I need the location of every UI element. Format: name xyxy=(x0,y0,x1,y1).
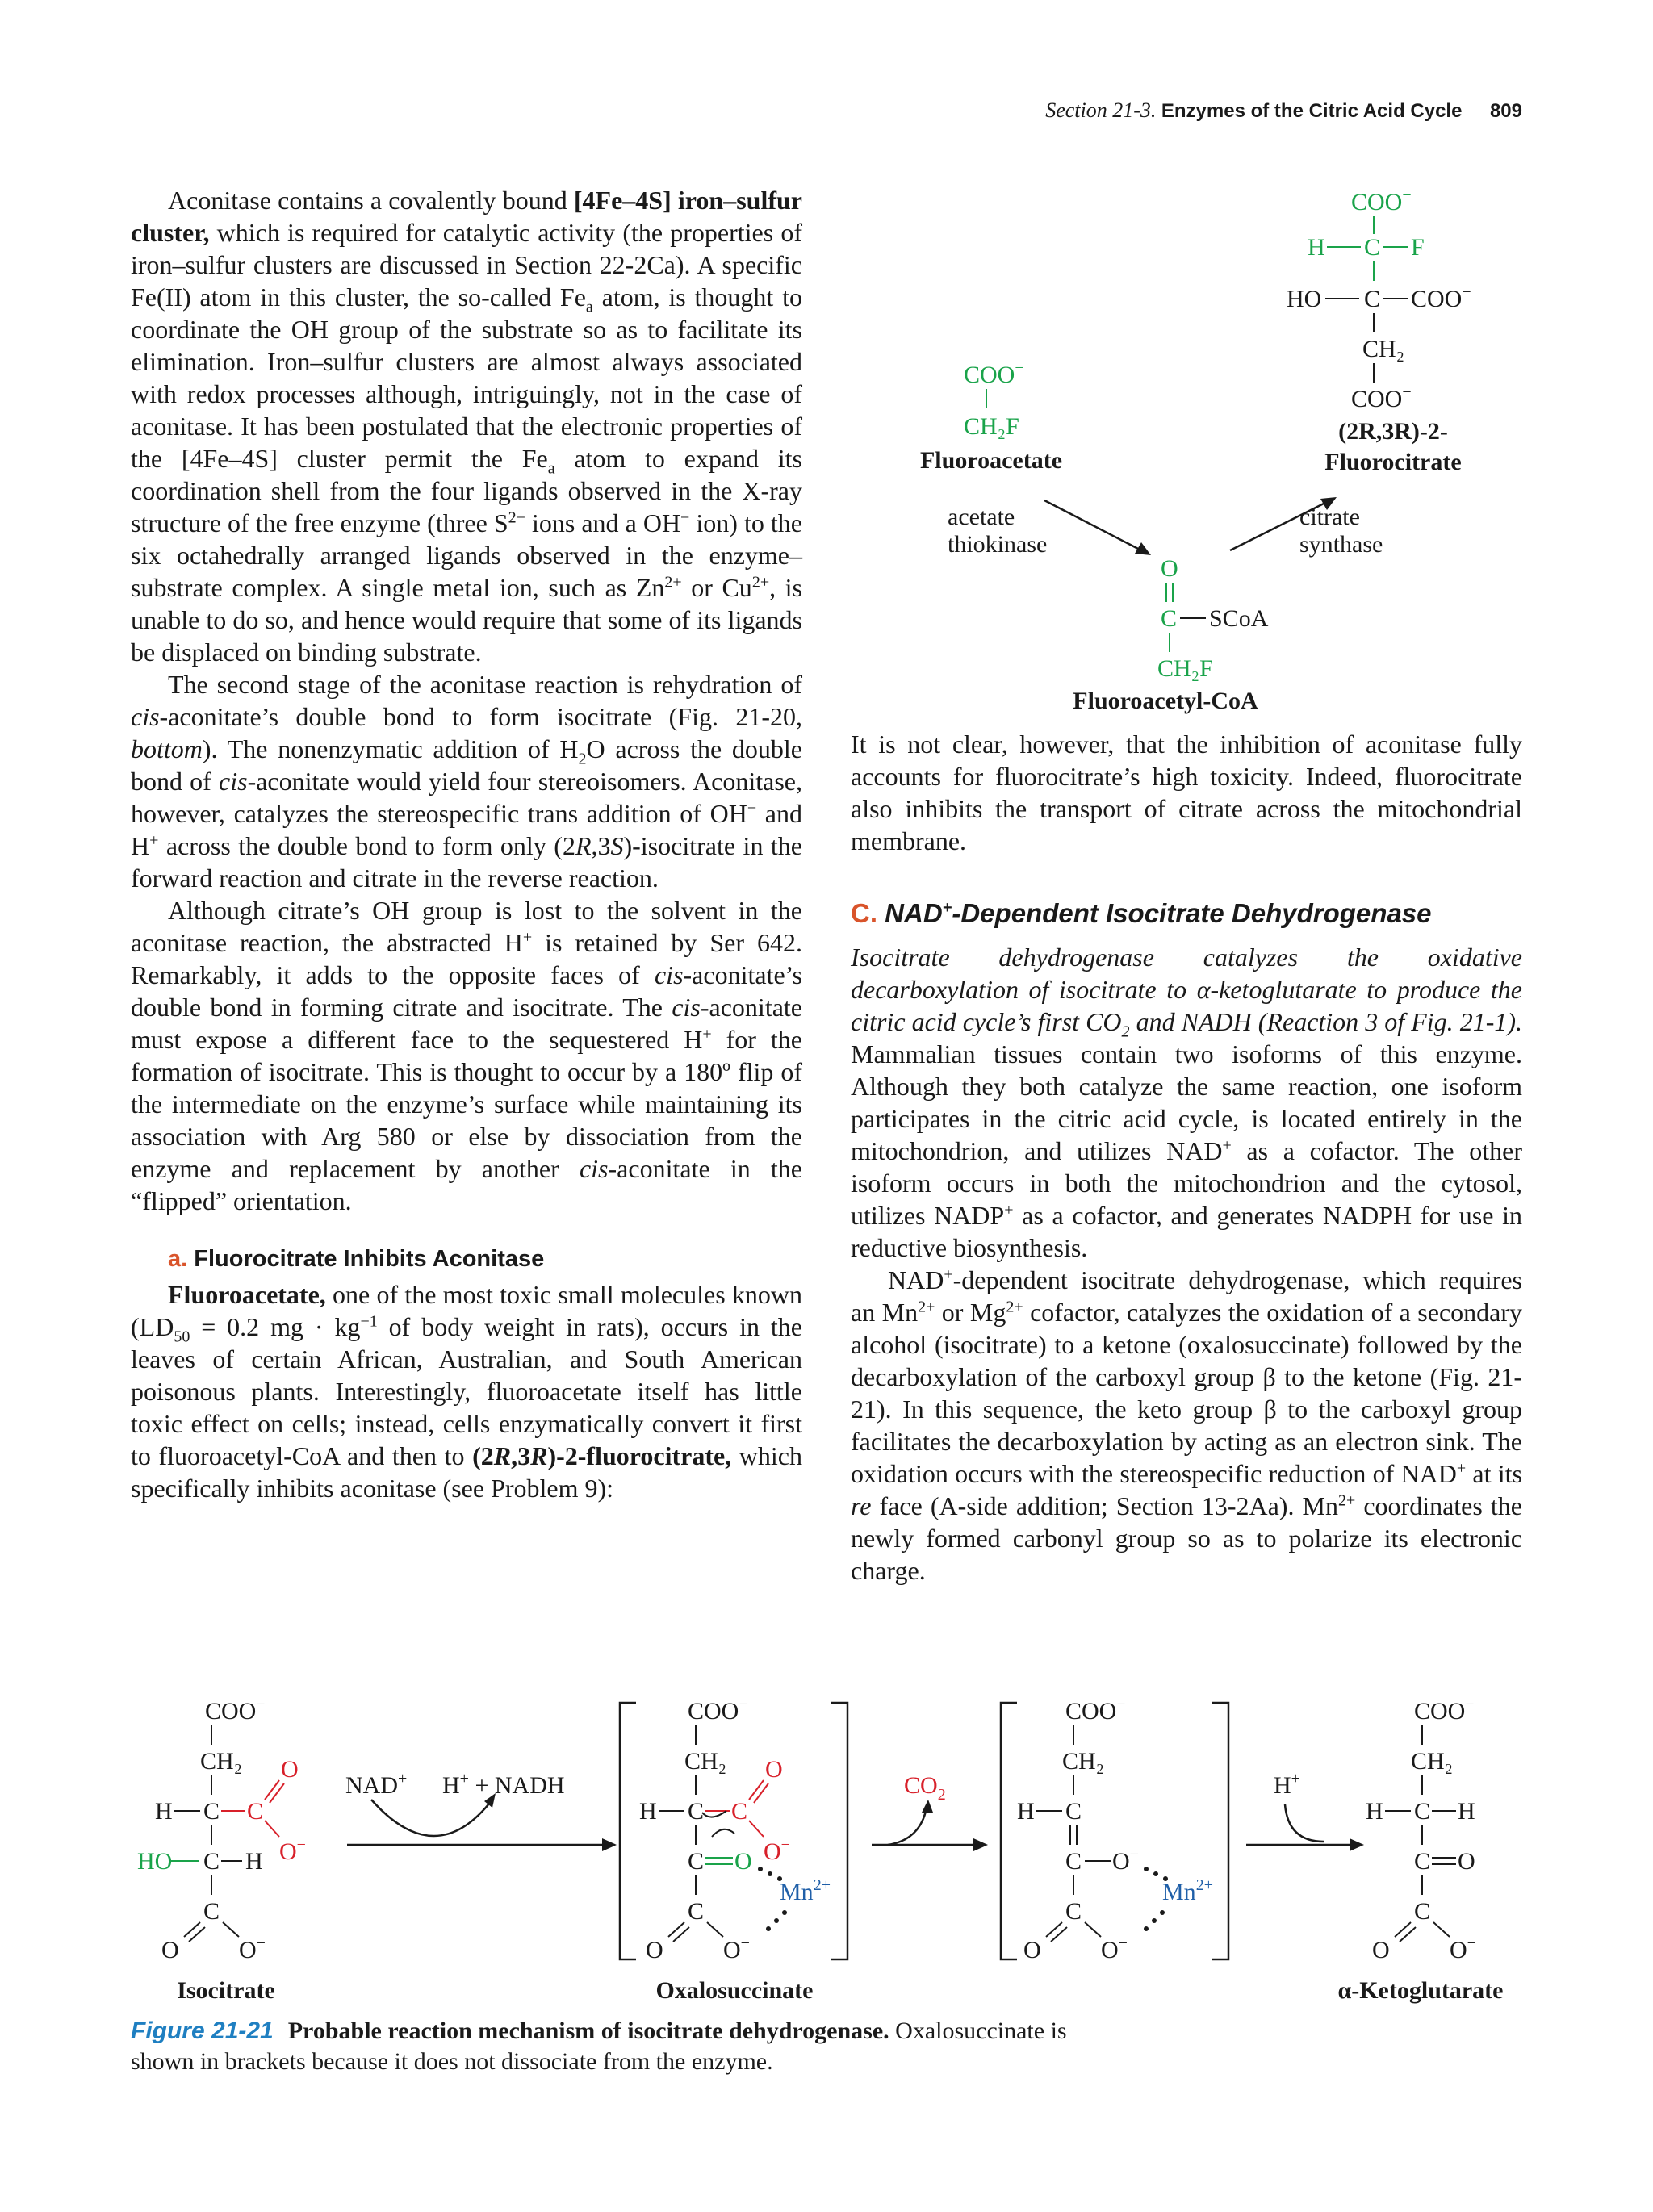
svg-text:O−: O− xyxy=(239,1934,266,1963)
svg-text:CH₂: CH₂ xyxy=(1062,1748,1105,1775)
fluorocitrate-structure xyxy=(1287,186,1471,475)
alpha-ketoglutarate-structure xyxy=(1366,1696,1476,1963)
fluoroacetate-label: Fluoroacetate xyxy=(919,447,1063,474)
svg-text:C: C xyxy=(1065,1898,1082,1925)
svg-text:H: H xyxy=(155,1798,173,1825)
isocitrate-structure xyxy=(137,1696,306,1963)
svg-text:CH₂F: CH₂F xyxy=(1157,655,1213,682)
svg-text:C: C xyxy=(247,1798,264,1825)
svg-text:O: O xyxy=(765,1756,783,1783)
svg-text:C: C xyxy=(203,1798,220,1825)
svg-text:CH₂F: CH₂F xyxy=(964,413,1019,440)
label-isocitrate: Isocitrate xyxy=(177,1977,275,2004)
running-header xyxy=(1045,98,1522,123)
header-title: Enzymes of the Citric Acid Cycle xyxy=(1161,100,1463,122)
svg-text:C: C xyxy=(1364,286,1381,312)
svg-text:COO−: COO− xyxy=(1065,1696,1126,1725)
svg-text:O−: O− xyxy=(1112,1846,1139,1875)
paragraph-rehydration: The second stage of the aconitase reaction is rehydration of cis-aconitate’s double bond to form isocitrate (Fig. 21-20, bottom). The nonenzymatic addition of $H_2O$ across the double bond of cis-aconitate would yield four stereoisomers. Aconitase, however, catalyzes the stereospecific trans addition of OH− and H+ across the double bond to form only (2R,3S)-isocitrate in the forward reaction and citrate in the reverse reaction. xyxy=(131,670,803,893)
svg-text:O: O xyxy=(734,1848,752,1875)
paragraph-aconitase-cluster: Aconitase contains a covalently bound [4Fe–4S] iron–sulfur cluster, which is required for catalytic activity (the properties of iron–sulfur clusters are discussed in Section 22-2Ca). A specific Fe(II) atom in this cluster, the so-called $Fe_a$ atom, is thought to coordinate the OH group of the substrate so as to facilitate its elimination. Iron–sulfur clusters are almost always associated with redox processes although, intriguingly, not in the case of aconitase. It has been postulated that the electronic properties of the [4Fe–4S] cluster permit the $Fe_a$ atom to expand its coordination shell from the four ligands observed in the X-ray structure of the free enzyme (three $S^{2-}$ ions and a OH− ion) to the six octahedrally arranged ligands observed in the enzyme–substrate complex. A single metal ion, such as $Zn^{2+}$ or $Cu^{2+}$, is unable to do so, and hence would require that some of its ligands be displaced on binding substrate. xyxy=(131,186,803,667)
label-oxalosuccinate: Oxalosuccinate xyxy=(655,1977,814,2004)
svg-text:CH₂: CH₂ xyxy=(1362,336,1405,362)
fluorocitrate-scheme xyxy=(851,178,1545,726)
svg-text:COO−: COO− xyxy=(1351,383,1412,412)
caption-text: Oxalosuccinate is shown in brackets because it does not dissociate from the enzyme. xyxy=(131,2018,1067,2075)
svg-text:H+: H+ xyxy=(1274,1770,1300,1799)
oxalosuccinate-structure xyxy=(639,1696,831,1963)
enzyme-acetate-thiokinase-2: thiokinase xyxy=(948,531,1048,558)
svg-text:O: O xyxy=(1458,1848,1475,1875)
svg-text:O: O xyxy=(1372,1937,1390,1963)
subsection-heading-a: a. Fluorocitrate Inhibits Aconitase xyxy=(168,1246,545,1272)
svg-text:CH₂: CH₂ xyxy=(200,1748,243,1775)
svg-text:COO−: COO− xyxy=(1351,186,1412,215)
svg-text:COO−: COO− xyxy=(688,1696,748,1725)
svg-text:O: O xyxy=(1161,555,1178,582)
svg-text:H+ + NADH: H+ + NADH xyxy=(442,1770,565,1799)
fluorocitrate-label-2: Fluorocitrate xyxy=(1324,449,1462,475)
svg-text:C: C xyxy=(1414,1848,1431,1875)
enzyme-citrate-synthase-2: synthase xyxy=(1299,531,1383,558)
fluorocitrate-label-1: (2R,3R)-2- xyxy=(1338,418,1448,445)
figure-caption xyxy=(131,2016,1132,2077)
svg-text:H: H xyxy=(245,1848,263,1875)
paragraph-fluoroacetate: Fluoroacetate, one of the most toxic small molecules known ($LD_{50} = 0.2$ mg · $kg^{-1}$ of body weight in rats), occurs in the leaves of certain African, Australian, and South American poisonous plants. Interestingly, fluoroacetate itself has little toxic effect on cells; instead, cells enzymatically convert it first to fluoroacetyl-CoA and then to (2R,3R)-2-fluorocitrate, which specifically inhibits aconitase (see Problem 9): xyxy=(131,1280,803,1503)
svg-text:COO−: COO− xyxy=(1411,283,1471,312)
label-alpha-ketoglutarate: α-Ketoglutarate xyxy=(1337,1977,1504,2004)
svg-text:H: H xyxy=(1366,1798,1383,1825)
svg-text:CO2: $CO_2$ xyxy=(904,1772,946,1804)
page-number: 809 xyxy=(1489,100,1522,122)
svg-text:O: O xyxy=(1023,1937,1041,1963)
header-section: Section 21-3. xyxy=(1045,98,1157,122)
svg-text:O: O xyxy=(281,1756,299,1783)
svg-text:C: C xyxy=(203,1848,220,1875)
enolate-intermediate-structure xyxy=(1017,1696,1213,1963)
svg-text:H: H xyxy=(1308,234,1325,261)
svg-text:C: C xyxy=(203,1898,220,1925)
svg-text:HO: HO xyxy=(137,1848,173,1875)
svg-text:O: O xyxy=(646,1937,663,1963)
svg-text:C: C xyxy=(1065,1848,1082,1875)
svg-text:F: F xyxy=(1411,234,1425,261)
svg-text:O: O xyxy=(161,1937,179,1963)
enzyme-acetate-thiokinase-1: acetate xyxy=(948,504,1015,530)
svg-text:C: C xyxy=(1065,1798,1082,1825)
svg-text:O−: O− xyxy=(1450,1934,1476,1963)
figure-21-21-mechanism xyxy=(113,1687,1550,2009)
svg-text:COO−: COO− xyxy=(1414,1696,1475,1725)
svg-text:Mn2+: $Mn^{2+}$ xyxy=(780,1876,831,1905)
svg-text:H: H xyxy=(639,1798,657,1825)
right-column xyxy=(851,728,1522,1587)
svg-text:COO−: COO− xyxy=(205,1696,266,1725)
svg-text:C: C xyxy=(688,1798,705,1825)
svg-text:O−: O− xyxy=(723,1934,750,1963)
fluoroacetyl-coa-label: Fluoroacetyl-CoA xyxy=(1073,688,1258,714)
left-column xyxy=(131,184,802,1504)
caption-title: Probable reaction mechanism of isocitrate dehydrogenase. xyxy=(287,2018,889,2044)
svg-text:Mn2+: $Mn^{2+}$ xyxy=(1162,1876,1213,1905)
svg-text:O−: O− xyxy=(279,1836,306,1865)
svg-text:C: C xyxy=(688,1848,705,1875)
svg-text:CH₂: CH₂ xyxy=(684,1748,727,1775)
svg-text:H: H xyxy=(1017,1798,1035,1825)
svg-text:SCoA: SCoA xyxy=(1209,605,1269,632)
svg-text:CH₂: CH₂ xyxy=(1411,1748,1454,1775)
figure-number: Figure 21-21 xyxy=(131,2018,274,2044)
svg-text:C: C xyxy=(1414,1798,1431,1825)
svg-text:HO: HO xyxy=(1287,286,1322,312)
paragraph-flip: Although citrate’s OH group is lost to the solvent in the aconitase reaction, the abstracted H+ is retained by Ser 642. Remarkably, it adds to the opposite faces of cis-aconitate’s double bond in forming citrate and isocitrate. The cis-aconitate must expose a different face to the sequestered H+ for the formation of isocitrate. This is thought to occur by a 180º flip of the intermediate on the enzyme’s surface while maintaining its association with Arg 580 or else by dissociation from the enzyme and replacement by another cis-aconitate in the “flipped” orientation. xyxy=(131,896,803,1215)
svg-text:C: C xyxy=(688,1898,705,1925)
svg-text:O−: O− xyxy=(764,1836,790,1865)
svg-text:COO−: COO− xyxy=(964,359,1024,388)
enzyme-citrate-synthase-1: citrate xyxy=(1299,504,1360,530)
svg-text:H: H xyxy=(1458,1798,1475,1825)
fluoroacetyl-coa-structure xyxy=(1157,555,1269,682)
svg-text:C: C xyxy=(1414,1898,1431,1925)
svg-text:C: C xyxy=(1364,234,1381,261)
section-heading-c: C. NAD+-Dependent Isocitrate Dehydrogenase xyxy=(851,898,1432,928)
fluoroacetate-structure xyxy=(964,359,1024,440)
svg-text:C: C xyxy=(1161,605,1178,632)
paragraph-nad-dependent: NAD+-dependent isocitrate dehydrogenase, which requires an $Mn^{2+}$ or $Mg^{2+}$ cofactor, catalyzes the oxidation of a secondary alcohol (isocitrate) to a ketone (oxalosuccinate) followed by the decarboxylation of the carboxyl group β to the ketone (Fig. 21-21). In this sequence, the keto group β to the carboxyl group facilitates the decarboxylation by acting as an electron sink. The oxidation occurs with the stereospecific reduction of NAD+ at its re face (A-side addition; Section 13-2Aa). $Mn^{2+}$ coordinates the newly formed carbonyl group so as to polarize its electronic charge. xyxy=(851,1265,1523,1585)
svg-text:C: C xyxy=(731,1798,748,1825)
paragraph-toxicity: It is not clear, however, that the inhibition of aconitase fully accounts for fluorocitrate’s high toxicity. Indeed, fluorocitrate also inhibits the transport of citrate across the mitochondrial membrane. xyxy=(851,730,1522,855)
paragraph-isocitrate-dehydrogenase: Isocitrate dehydrogenase catalyzes the oxidative decarboxylation of isocitrate to α-ketoglutarate to produce the citric acid cycle’s first $CO_2$ and NADH (Reaction 3 of Fig. 21-1). Mammalian tissues contain two isoforms of this enzyme. Although they both catalyze the same reaction, one isoform participates in the citric acid cycle, is located entirely in the mitochondrion, and utilizes NAD+ as a cofactor. The other isoform occurs in both the mitochondrion and the cytosol, utilizes NADP+ as a cofactor, and generates NADPH for use in reductive biosynthesis. xyxy=(851,943,1523,1262)
svg-text:O−: O− xyxy=(1101,1934,1128,1963)
svg-text:NAD+: NAD+ xyxy=(345,1770,408,1799)
